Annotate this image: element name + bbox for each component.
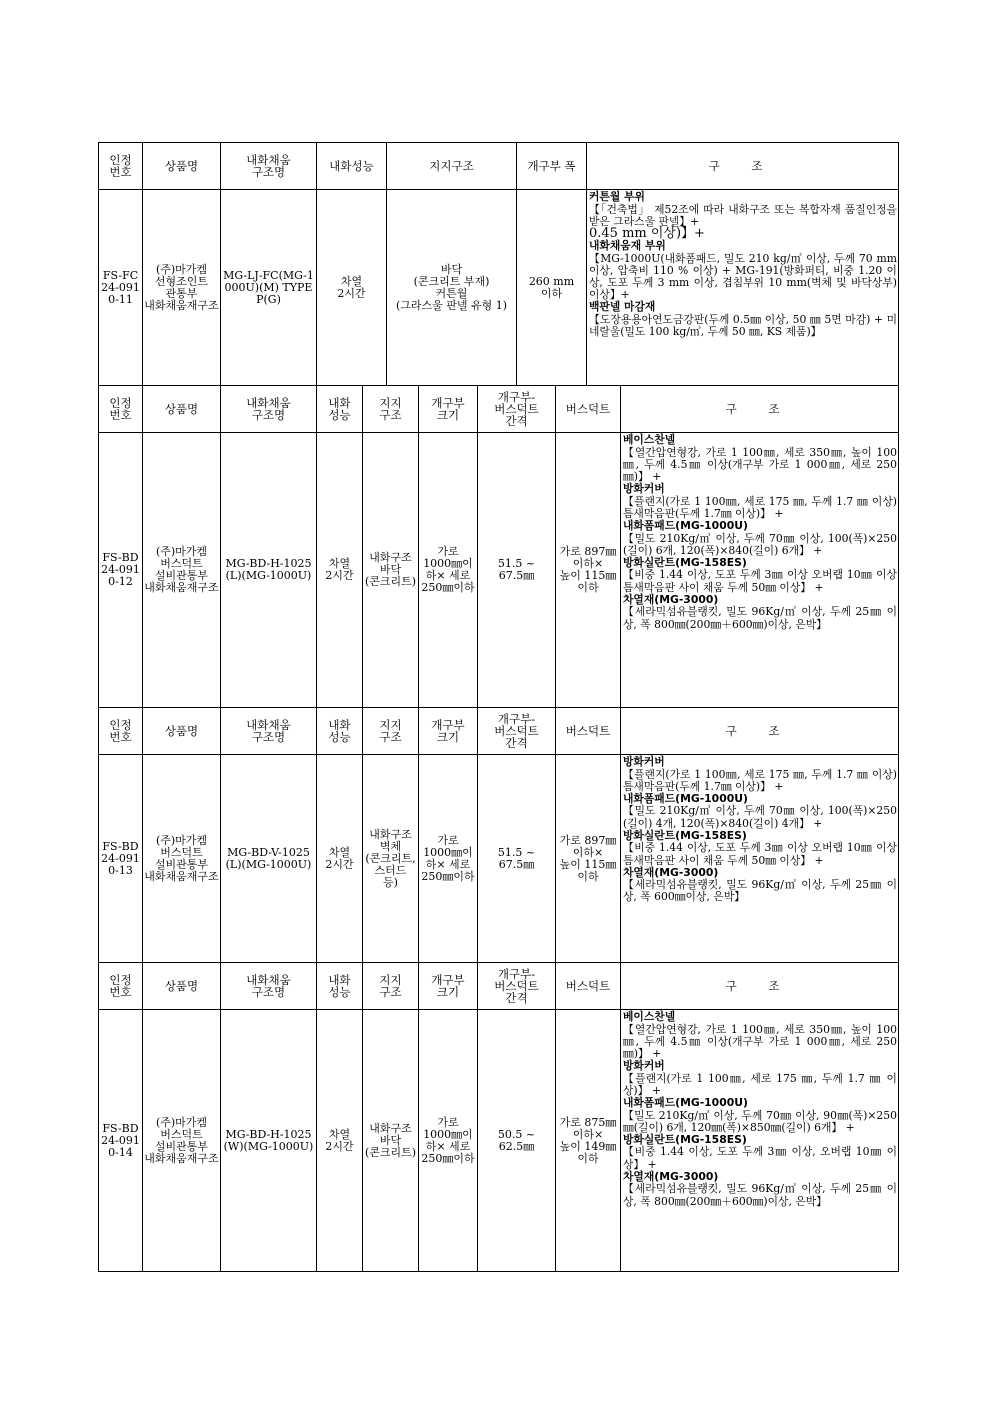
header-gap: 개구부- 버스덕트 간격 [478, 386, 556, 433]
header-id: 인정 번호 [99, 963, 143, 1010]
header-structure: 구 조 [621, 708, 899, 755]
busduct-size: 가로 875㎜이하× 높이 149㎜ 이하 [556, 1010, 621, 1272]
section-title: 베이스찬넬 [623, 433, 676, 446]
table-row [99, 1010, 899, 1272]
section-body: 【세라믹섬유블랭킷, 밀도 96Kg/㎥ 이상, 두께 25㎜ 이상, 폭 800㎜(200㎜＋600㎜)이상, 은박】 [623, 605, 897, 631]
section-body: 【MG-1000U(내화폼패드, 밀도 210 kg/㎥ 이상, 두께 70 mm 이상, 압축비 110 % 이상) + MG-191(방화퍼티, 비중 1.20 이상, 도포 두께 3 mm 이상, 겹침부위 10 mm(벽체 및 바닥상부) 이상】+ [589, 251, 897, 302]
cert-id: FS-BD24-0910-13 [99, 755, 143, 963]
opening-gap: 51.5 ~ 67.5㎜ [478, 755, 556, 963]
opening-gap: 50.5 ~ 62.5㎜ [478, 1010, 556, 1272]
header-busduct: 버스덕트 [556, 708, 621, 755]
header-performance: 내화성능 [317, 143, 387, 190]
section-title: 차열재(MG-3000) [623, 865, 719, 879]
section-title: 백판넬 마감재 [589, 300, 656, 314]
header-structure: 구 조 [621, 963, 899, 1010]
section-title: 방화실란트(MG-158ES) [623, 1132, 747, 1146]
table-row [99, 433, 899, 708]
section-body-tail: 0.45 mm 이상)】+ [589, 225, 705, 241]
product-name: (주)마가켐 버스덕트 설비관통부 내화채움재구조 [143, 1010, 221, 1272]
header-opening-size: 개구부 크기 [419, 963, 478, 1010]
section-body: 【열간압연형강, 가로 1 100㎜, 세로 350㎜, 높이 100㎜, 두께 4.5㎜ 이상(개구부 가로 1 000㎜, 세로 250㎜)】 + [623, 445, 897, 483]
header-performance: 내화 성능 [317, 708, 363, 755]
section-body: 【플랜지(가로 1 100㎜, 세로 175 ㎜, 두께 1.7 ㎜ 이상) 틈새막음판(두께 1.7㎜ 이상)】 + [623, 767, 897, 793]
section-body: 【밀도 210Kg/㎥ 이상, 두께 70㎜ 이상, 100(폭)×250(길이) 4개, 120(폭)×840(길이) 4개】 + [623, 804, 897, 830]
structure-name: MG-LJ-FC(MG-1000U)(M) TYPE P(G) [221, 190, 317, 386]
fire-performance: 차열 2시간 [317, 1010, 363, 1272]
header-product: 상품명 [143, 963, 221, 1010]
table-header-row [99, 963, 899, 1010]
busduct-table [98, 385, 899, 1272]
header-structure-name: 내화채움 구조명 [221, 143, 317, 190]
header-id: 인정 번호 [99, 708, 143, 755]
header-support: 지지 구조 [363, 386, 419, 433]
opening-gap: 51.5 ~ 67.5㎜ [478, 433, 556, 708]
table-header-row [99, 708, 899, 755]
section-body: 【세라믹섬유블랭킷, 밀도 96Kg/㎥ 이상, 두께 25㎜ 이상, 폭 600㎜이상, 은박】 [623, 878, 897, 904]
support-structure: 내화구조 벽체 (콘크리트, 스터드 등) [363, 755, 419, 963]
header-product: 상품명 [143, 143, 221, 190]
section-title: 차열재(MG-3000) [623, 1169, 719, 1183]
header-support: 지지 구조 [363, 963, 419, 1010]
product-name: (주)마가켐 선형조인트 관통부 내화채움재구조 [143, 190, 221, 386]
header-id: 인정 번호 [99, 143, 143, 190]
structure-name: MG-BD-V-1025(L)(MG-1000U) [221, 755, 317, 963]
header-product: 상품명 [143, 708, 221, 755]
section-title: 차열재(MG-3000) [623, 592, 719, 606]
fire-performance: 차열 2시간 [317, 433, 363, 708]
section-title: 내화폼패드(MG-1000U) [623, 1096, 748, 1110]
section-title: 커튼월 부위 [589, 190, 645, 203]
section-body: 【비중 1.44 이상, 도포 두께 3㎜ 이상, 오버랩 10㎜ 이상】 + [623, 1145, 897, 1171]
table-row [99, 190, 899, 386]
header-product: 상품명 [143, 386, 221, 433]
structure-description [621, 755, 899, 963]
section-body: 【도장용용아연도금강판(두께 0.5㎜ 이상, 50 ㎜ 5면 마감) + 미네랄울(밀도 100 kg/㎥, 두께 50 ㎜, KS 제품)】 [589, 312, 897, 339]
section-title: 방화커버 [623, 1059, 665, 1073]
section-title: 내화폼패드(MG-1000U) [623, 519, 748, 533]
fire-performance: 차열 2시간 [317, 755, 363, 963]
opening-width: 260 mm 이하 [517, 190, 587, 386]
table-row [99, 755, 899, 963]
section-body: 【플랜지(가로 1 100㎜, 세로 175 ㎜, 두께 1.7 ㎜ 이상)】 + [623, 1071, 897, 1097]
section-body: 【세라믹섬유블랭킷, 밀도 96Kg/㎥ 이상, 두께 25㎜ 이상, 폭 800㎜(200㎜＋600㎜)이상, 은박】 [623, 1182, 897, 1208]
product-name: (주)마가켐 버스덕트 설비관통부 내화채움재구조 [143, 433, 221, 708]
section-title: 내화채움재 부위 [589, 239, 666, 253]
busduct-size: 가로 897㎜이하× 높이 115㎜ 이하 [556, 433, 621, 708]
section-title: 내화폼패드(MG-1000U) [623, 791, 748, 805]
header-opening-size: 개구부 크기 [419, 708, 478, 755]
section-body: 【밀도 210Kg/㎥ 이상, 두께 70㎜ 이상, 100(폭)×250(길이) 6개, 120(폭)×840(길이) 6개】 + [623, 531, 897, 557]
curtainwall-table [98, 142, 899, 386]
cert-id: FS-FC24-0910-11 [99, 190, 143, 386]
structure-description [621, 1010, 899, 1272]
header-support: 지지구조 [387, 143, 517, 190]
header-structure-name: 내화채움 구조명 [221, 963, 317, 1010]
header-structure-name: 내화채움 구조명 [221, 386, 317, 433]
header-performance: 내화 성능 [317, 963, 363, 1010]
section-body: 【비중 1.44 이상, 도포 두께 3㎜ 이상 오버랩 10㎜ 이상 틈새막음판 사이 채움 두께 50㎜ 이상】 + [623, 568, 897, 594]
structure-name: MG-BD-H-1025(W)(MG-1000U) [221, 1010, 317, 1272]
header-busduct: 버스덕트 [556, 386, 621, 433]
section-body: 【밀도 210Kg/㎥ 이상, 두께 70㎜ 이상, 90㎜(폭)×250㎜(길이) 6개, 120㎜(폭)×850㎜(길이) 6개】 + [623, 1108, 897, 1134]
structure-name: MG-BD-H-1025(L)(MG-1000U) [221, 433, 317, 708]
section-title: 방화커버 [623, 755, 665, 768]
fire-performance: 차열 2시간 [317, 190, 387, 386]
table-header-row [99, 386, 899, 433]
support-structure: 내화구조 바닥 (콘크리트) [363, 433, 419, 708]
header-performance: 내화 성능 [317, 386, 363, 433]
header-opening: 개구부 폭 [517, 143, 587, 190]
section-body: 【플랜지(가로 1 100㎜, 세로 175 ㎜, 두께 1.7 ㎜ 이상) 틈새막음판(두께 1.7㎜ 이상)】 + [623, 494, 897, 520]
section-title: 방화실란트(MG-158ES) [623, 555, 747, 569]
certification-document [98, 142, 898, 1272]
opening-size: 가로 1000㎜이하× 세로 250㎜이하 [419, 433, 478, 708]
product-name: (주)마가켐 버스덕트 설비관통부 내화채움재구조 [143, 755, 221, 963]
header-structure-name: 내화채움 구조명 [221, 708, 317, 755]
structure-description [621, 433, 899, 708]
header-id: 인정 번호 [99, 386, 143, 433]
opening-size: 가로 1000㎜이하× 세로 250㎜이하 [419, 755, 478, 963]
section-title: 방화커버 [623, 482, 665, 496]
section-body: 【열간압연형강, 가로 1 100㎜, 세로 350㎜, 높이 100㎜, 두께 4.5㎜ 이상(개구부 가로 1 000㎜, 세로 250㎜)】 + [623, 1022, 897, 1060]
header-gap: 개구부- 버스덕트 간격 [478, 708, 556, 755]
header-support: 지지 구조 [363, 708, 419, 755]
opening-size: 가로 1000㎜이하× 세로 250㎜이하 [419, 1010, 478, 1272]
header-gap: 개구부- 버스덕트 간격 [478, 963, 556, 1010]
table-header-row [99, 143, 899, 190]
support-structure: 내화구조 바닥 (콘크리트) [363, 1010, 419, 1272]
section-title: 베이스찬넬 [623, 1010, 676, 1023]
cert-id: FS-BD24-0910-12 [99, 433, 143, 708]
cert-id: FS-BD24-0910-14 [99, 1010, 143, 1272]
busduct-size: 가로 897㎜이하× 높이 115㎜ 이하 [556, 755, 621, 963]
support-structure: 바닥 (콘크리트 부재) 커튼월 (그라스울 판넬 유형 1) [387, 190, 517, 386]
section-body: 【비중 1.44 이상, 도포 두께 3㎜ 이상 오버랩 10㎜ 이상 틈새막음판 사이 채움 두께 50㎜ 이상】 + [623, 841, 897, 867]
header-structure: 구 조 [587, 143, 899, 190]
header-structure: 구 조 [621, 386, 899, 433]
header-opening-size: 개구부 크기 [419, 386, 478, 433]
section-title: 방화실란트(MG-158ES) [623, 828, 747, 842]
section-body: 【「건축법」 제52조에 따라 내화구조 또는 복합자재 품질인정을 받은 그라스울 판넬】+ [589, 202, 897, 228]
structure-description [587, 190, 899, 386]
header-busduct: 버스덕트 [556, 963, 621, 1010]
